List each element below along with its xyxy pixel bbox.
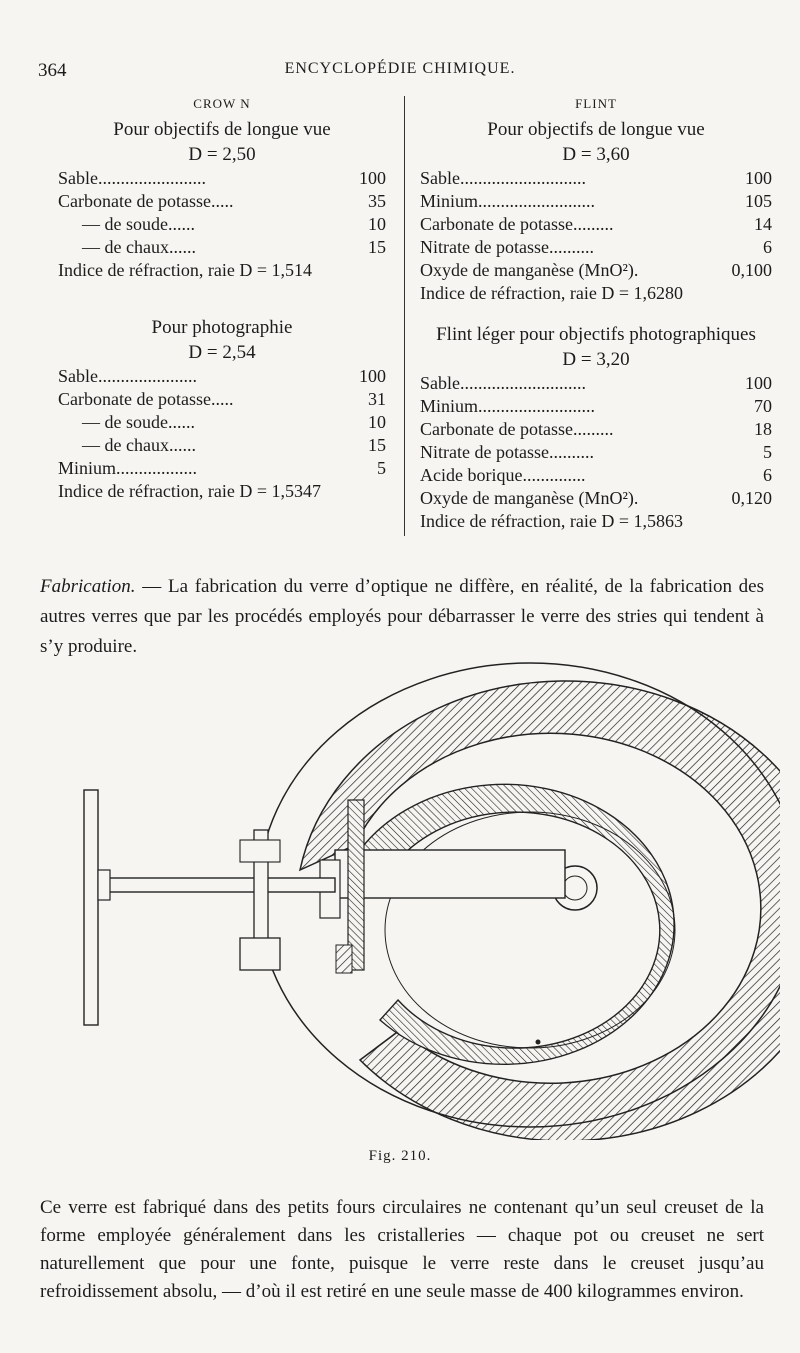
row-value: 6 (763, 237, 772, 257)
row-label: Acide borique.............. (420, 465, 586, 485)
refraction-index (58, 259, 386, 282)
furnace-channel (335, 850, 565, 898)
row-label: Sable...................... (58, 366, 197, 386)
tool-handle (84, 790, 98, 1025)
flint-heading: FLINT (575, 96, 617, 111)
row-label: — de soude...... (82, 412, 195, 432)
table-row (58, 236, 386, 259)
table-row (58, 213, 386, 236)
column-divider (404, 96, 405, 536)
row-label: — de soude...... (82, 214, 195, 234)
row-value: 10 (368, 412, 386, 432)
table-row (58, 434, 386, 457)
row-label: Carbonate de potasse......... (420, 419, 614, 439)
row-label: Carbonate de potasse..... (58, 389, 234, 409)
row-label: Minium.......................... (420, 191, 596, 211)
table-row (420, 167, 772, 190)
row-label: Minium.......................... (420, 396, 596, 416)
row-label: Carbonate de potasse......... (420, 214, 614, 234)
fabrication-heading: Fabrication. (40, 576, 136, 597)
crown-heading: CROW N (193, 96, 251, 111)
row-value: 14 (754, 214, 772, 234)
row-value: 105 (745, 191, 772, 211)
table-row (420, 236, 772, 259)
row-value: 0,120 (731, 488, 772, 508)
furnace-illustration (60, 660, 780, 1140)
table-row (420, 190, 772, 213)
row-value: 100 (359, 366, 386, 386)
refraction-index (420, 510, 772, 533)
table-row (420, 395, 772, 418)
refraction-text: Indice de réfraction, raie D = 1,6280 (420, 283, 684, 303)
crown-photo-title: Pour photographie (151, 317, 293, 338)
row-value: 15 (368, 435, 386, 455)
table-row (58, 457, 386, 480)
crown-longue-vue-density: D = 2,50 (188, 144, 256, 165)
row-label: Sable............................ (420, 373, 586, 393)
tool-shaft (105, 878, 335, 892)
row-value: 6 (763, 465, 772, 485)
page-number: 364 (38, 60, 67, 81)
flint-column (420, 96, 772, 533)
row-label: Nitrate de potasse.......... (420, 442, 594, 462)
crucible (360, 784, 674, 1064)
row-value: 70 (754, 396, 772, 416)
refraction-index (420, 282, 772, 305)
table-row (58, 167, 386, 190)
row-value: 100 (745, 168, 772, 188)
flint-longue-vue-density: D = 3,60 (562, 144, 630, 165)
row-label: Carbonate de potasse..... (58, 191, 234, 211)
table-row (420, 213, 772, 236)
running-title: ENCYCLOPÉDIE CHIMIQUE. (284, 60, 516, 77)
table-row (420, 418, 772, 441)
refraction-text: Indice de réfraction, raie D = 1,5863 (420, 511, 684, 531)
crown-photo-density: D = 2,54 (188, 342, 256, 363)
row-label: Oxyde de manganèse (MnO²). (420, 488, 639, 508)
row-value: 5 (377, 458, 386, 478)
table-row (420, 464, 772, 487)
row-value: 100 (745, 373, 772, 393)
table-row (58, 190, 386, 213)
row-value: 100 (359, 168, 386, 188)
refraction-text: Indice de réfraction, raie D = 1,5347 (58, 481, 322, 501)
flint-longue-vue-title: Pour objectifs de longue vue (487, 119, 705, 140)
row-label: Sable............................ (420, 168, 586, 188)
row-value: 10 (368, 214, 386, 234)
fabrication-paragraph (40, 572, 764, 662)
table-row (420, 372, 772, 395)
row-label: — de chaux...... (82, 237, 196, 257)
table-row (420, 487, 772, 510)
row-label: Minium.................. (58, 458, 198, 478)
row-label: Oxyde de manganèse (MnO²). (420, 260, 639, 280)
row-value: 18 (754, 419, 772, 439)
table-row (420, 441, 772, 464)
row-value: 35 (368, 191, 386, 211)
fabrication-text: — La fabrication du verre d’optique ne diffère, en réalité, de la fabrication des autres verres que par les procédés employés pour débarrasser le verre des stries qui tendent à s’y produire. (40, 576, 765, 657)
row-value: 5 (763, 442, 772, 462)
table-row (58, 388, 386, 411)
row-value: 0,100 (731, 260, 772, 280)
closing-paragraph: Ce verre est fabriqué dans des petits fours circulaires ne contenant qu’un seul creuset de la forme employée généralement dans les cristalleries — chaque pot ou creuset ne sert naturellement que pour une fonte, puisque le verre reste dans le creuset jusqu’au refroidissement absolu, — d’où il est retiré en une seule masse de 400 kilogrammes environ. (40, 1197, 764, 1302)
table-row (420, 259, 772, 282)
flint-photo-density: D = 3,20 (562, 349, 630, 370)
row-label: — de chaux...... (82, 435, 196, 455)
refraction-index (58, 480, 386, 503)
crown-longue-vue-title: Pour objectifs de longue vue (113, 119, 331, 140)
row-label: Sable........................ (58, 168, 206, 188)
figure-caption: Fig. 210. (368, 1148, 432, 1164)
row-value: 31 (368, 389, 386, 409)
table-row (58, 411, 386, 434)
row-label: Nitrate de potasse.......... (420, 237, 594, 257)
row-value: 15 (368, 237, 386, 257)
crown-column (58, 96, 386, 503)
refraction-text: Indice de réfraction, raie D = 1,514 (58, 260, 313, 280)
table-row (58, 365, 386, 388)
flint-photo-title: Flint léger pour objectifs photographiques (436, 324, 756, 345)
